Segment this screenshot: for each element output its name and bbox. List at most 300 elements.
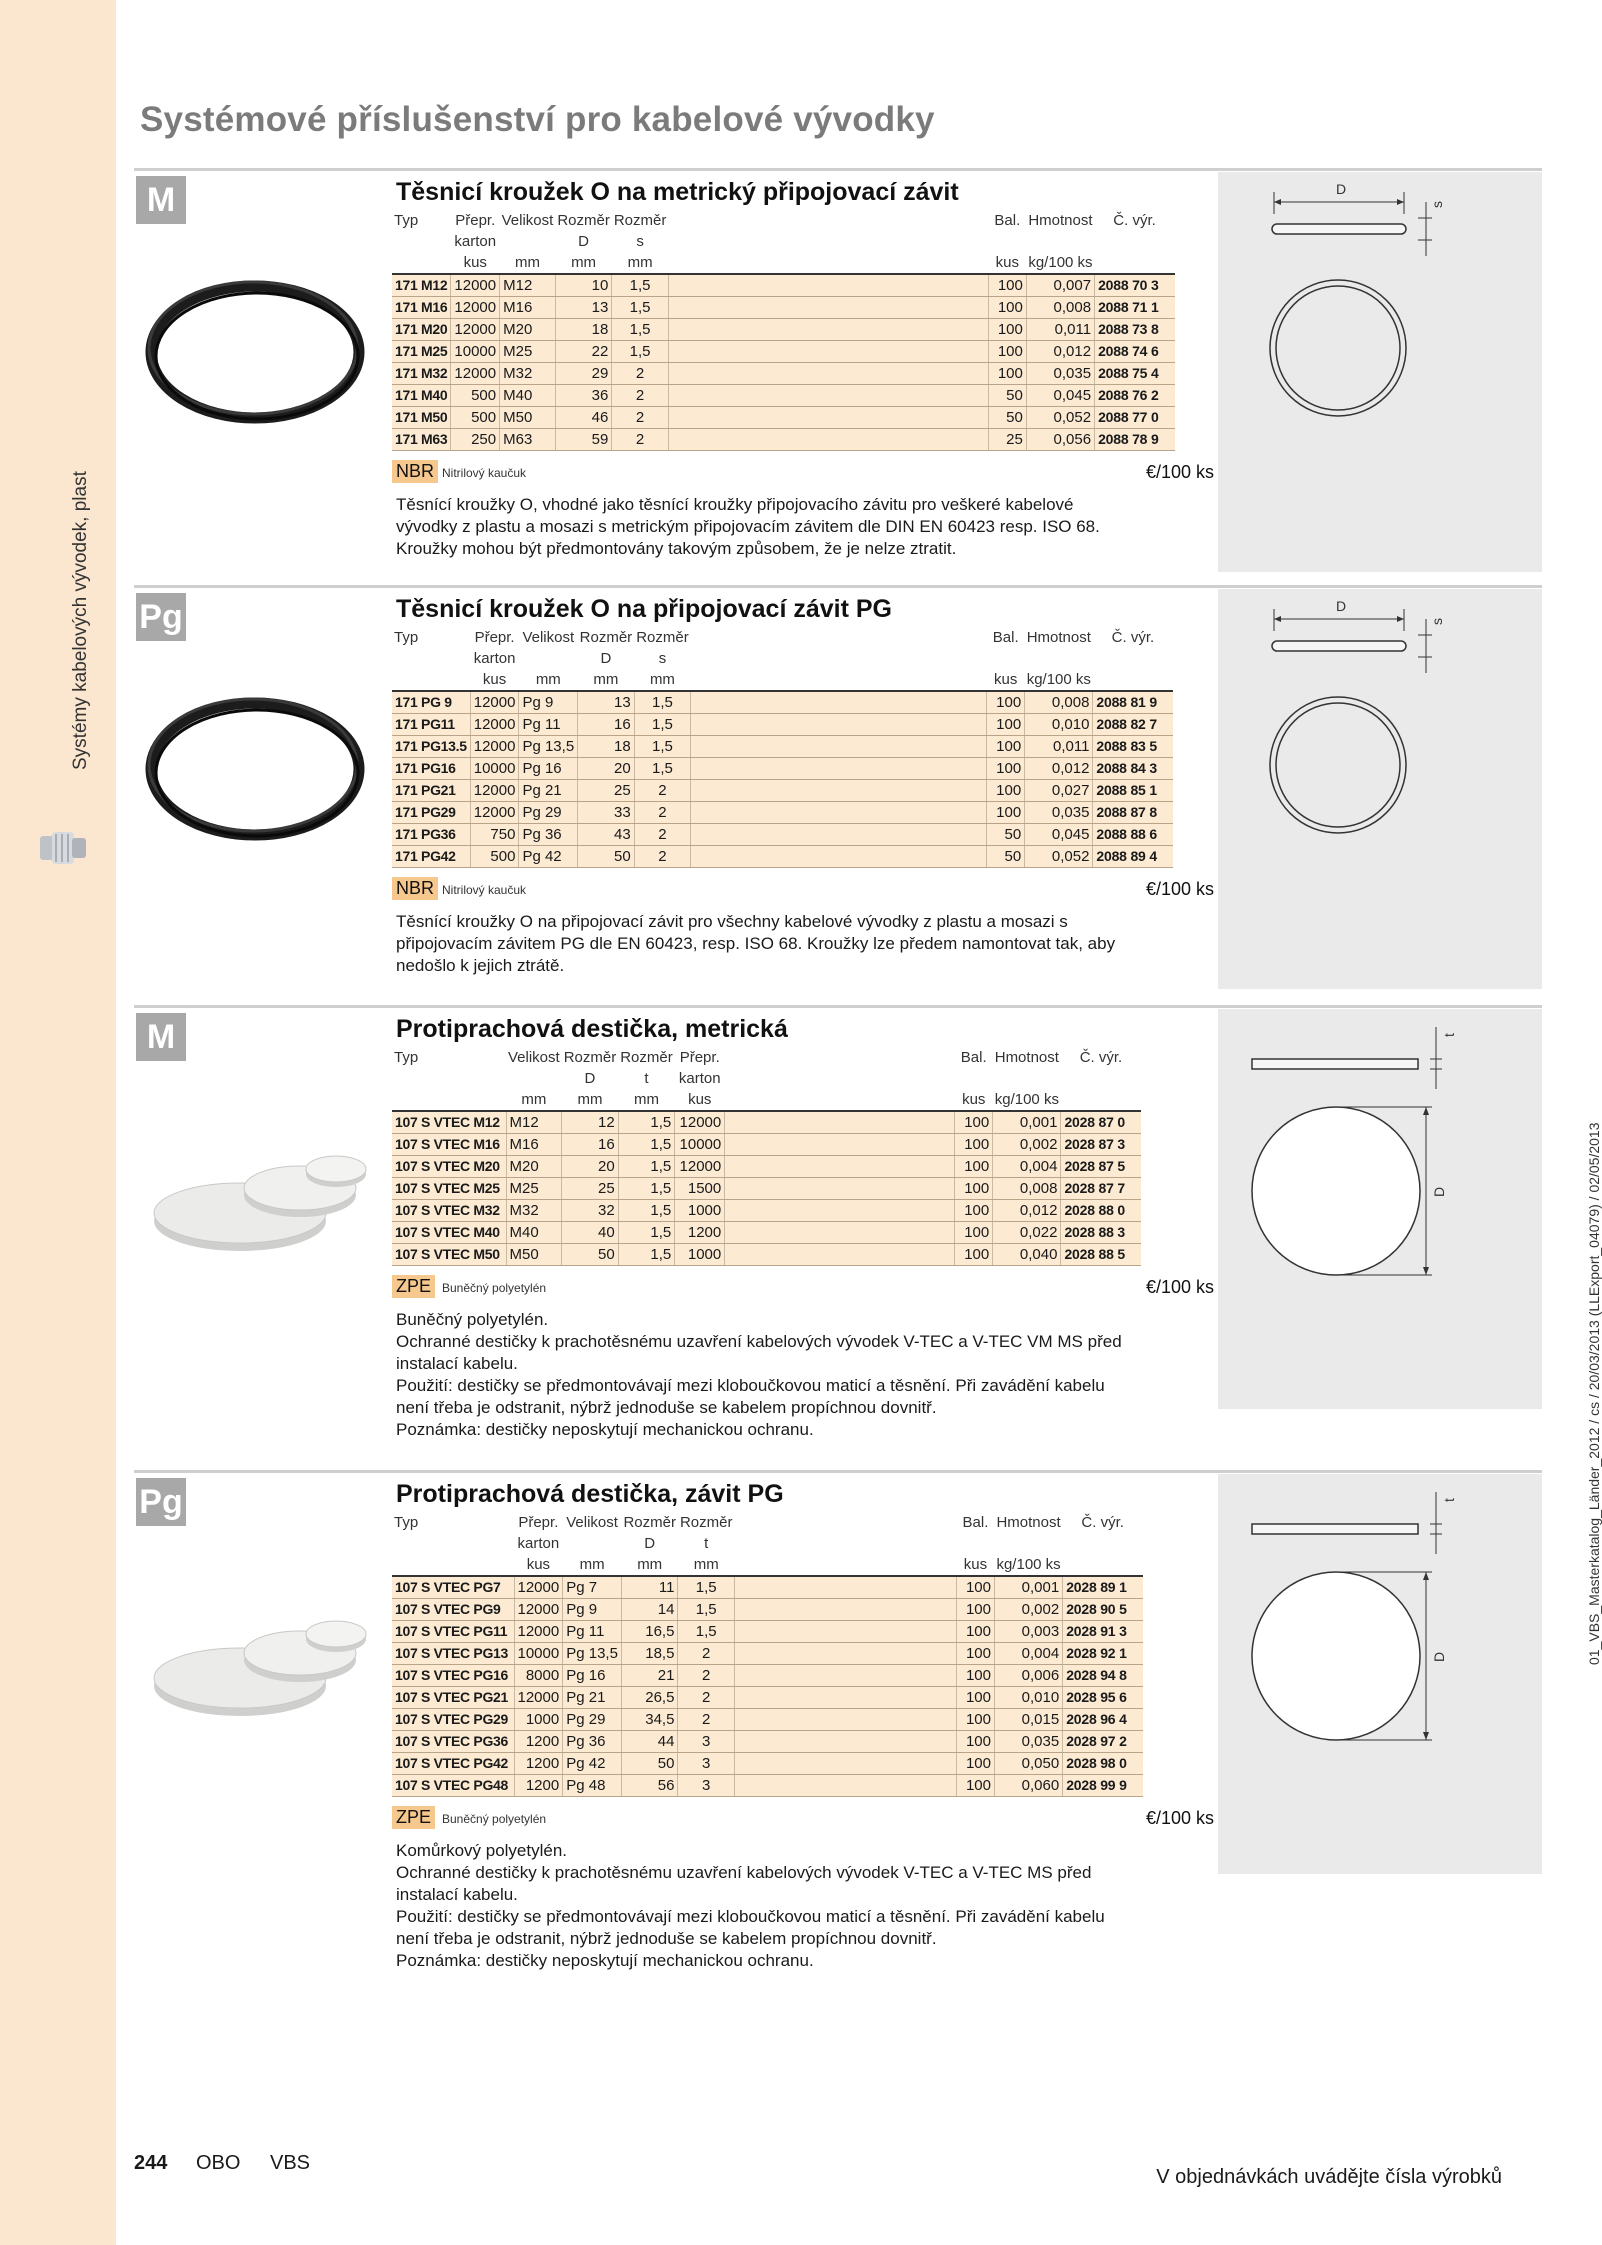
column-header: Hmotnost: [1026, 629, 1091, 646]
table-cell: 2028 88 3: [1061, 1221, 1141, 1243]
table-row: [392, 1598, 1143, 1620]
column-header-line2: [987, 650, 1025, 671]
table-cell: 0,040: [993, 1243, 1061, 1265]
table-cell: 171 M63: [392, 428, 451, 450]
table-cell: 107 S VTEC PG7: [392, 1576, 514, 1598]
footer-brand: OBO: [196, 2152, 241, 2174]
table-cell: 2088 83 5: [1093, 735, 1173, 757]
table-cell: Pg 7: [563, 1576, 622, 1598]
table-cell: 100: [956, 1730, 994, 1752]
table-cell: 100: [988, 274, 1026, 296]
column-header: Rozměr: [620, 1049, 673, 1066]
table-row: [392, 713, 1173, 735]
table-cell: 100: [955, 1155, 993, 1177]
column-header-line2: [691, 650, 987, 671]
column-header-line2: D: [644, 1535, 656, 1552]
table-cell: 2028 95 6: [1063, 1686, 1143, 1708]
disc-dimension-drawing: [1218, 1009, 1542, 1409]
table-cell: Pg 13,5: [563, 1642, 622, 1664]
table-cell: 14: [621, 1598, 678, 1620]
column-header: Č. výr.: [1111, 629, 1155, 646]
table-cell: 50: [987, 823, 1025, 845]
table-row: [392, 1177, 1141, 1199]
table-cell: 500: [451, 384, 500, 406]
table-cell: 0,012: [1026, 340, 1094, 362]
table-cell: 171 M20: [392, 318, 451, 340]
table-cell: 100: [987, 779, 1025, 801]
table-cell: 100: [987, 757, 1025, 779]
column-header-line2: [988, 233, 1026, 254]
table-cell: 2: [678, 1642, 735, 1664]
table-cell: 107 S VTEC M25: [392, 1177, 506, 1199]
table-cell: Pg 9: [563, 1598, 622, 1620]
table-row: [392, 428, 1175, 450]
column-header-line2: [955, 1070, 993, 1091]
table-cell: 0,001: [994, 1576, 1062, 1598]
column-header: Velikost: [508, 1049, 560, 1066]
table-cell: M12: [506, 1111, 562, 1133]
product-section: [134, 1005, 1542, 1439]
table-cell: Pg 36: [563, 1730, 622, 1752]
table-cell: 100: [956, 1708, 994, 1730]
table-cell: 1200: [514, 1774, 563, 1796]
table-cell: 2: [612, 362, 669, 384]
table-cell: 0,022: [993, 1221, 1061, 1243]
table-cell: 29: [555, 362, 612, 384]
table-cell: Pg 13,5: [519, 735, 578, 757]
dim-s-label: s: [1429, 618, 1445, 625]
column-unit: kus: [988, 254, 1026, 274]
column-unit: [392, 1556, 514, 1576]
column-header: Č. výr.: [1079, 1049, 1123, 1066]
table-cell: 2: [678, 1686, 735, 1708]
section-divider: [134, 585, 1542, 588]
description-line: Použití: destičky se předmontovávají mezi kloboučkovou maticí a těsnění. Při zavádění kabelu: [396, 1376, 1105, 1395]
column-header: Rozměr: [679, 1514, 733, 1531]
table-row: [392, 1730, 1143, 1752]
column-header: Hmotnost: [994, 1049, 1059, 1066]
table-cell: [734, 1730, 956, 1752]
column-header: Typ: [394, 1514, 419, 1531]
table-cell: [691, 735, 987, 757]
table-row: [392, 823, 1173, 845]
table-cell: 44: [621, 1730, 678, 1752]
table-cell: 2028 89 1: [1063, 1576, 1143, 1598]
page-number: 244: [134, 2152, 168, 2174]
table-cell: 100: [988, 296, 1026, 318]
material-code-badge: NBR: [392, 460, 438, 483]
product-description: [396, 494, 1216, 560]
table-cell: 107 S VTEC PG16: [392, 1664, 514, 1686]
table-cell: 33: [578, 801, 635, 823]
table-cell: 100: [987, 713, 1025, 735]
section-title: Těsnicí kroužek O na připojovací závit PG: [396, 595, 892, 623]
column-header: Velikost: [522, 629, 575, 646]
table-cell: 0,008: [1026, 296, 1094, 318]
product-section: [134, 1470, 1542, 1970]
product-description: [396, 1309, 1216, 1441]
table-cell: 2028 87 0: [1061, 1111, 1141, 1133]
column-header: Přepr.: [455, 212, 496, 229]
table-cell: 2088 75 4: [1095, 362, 1175, 384]
table-cell: [734, 1576, 956, 1598]
table-cell: 2028 87 5: [1061, 1155, 1141, 1177]
table-cell: 18,5: [621, 1642, 678, 1664]
table-cell: 1,5: [618, 1221, 675, 1243]
table-cell: 2028 98 0: [1063, 1752, 1143, 1774]
column-header-line2: [1025, 650, 1093, 671]
table-cell: 25: [578, 779, 635, 801]
column-header-line2: [1095, 233, 1175, 254]
table-cell: 100: [955, 1133, 993, 1155]
table-row: [392, 1576, 1143, 1598]
table-cell: 107 S VTEC M50: [392, 1243, 506, 1265]
column-unit: kus: [955, 1091, 993, 1111]
table-row: [392, 1111, 1141, 1133]
table-cell: 2: [634, 801, 691, 823]
table-cell: 8000: [514, 1664, 563, 1686]
table-cell: 107 S VTEC M40: [392, 1221, 506, 1243]
description-line: nedošlo k jejich ztrátě.: [396, 956, 565, 975]
column-header: Rozměr: [613, 212, 667, 229]
catalog-export-label: 01_VBS_Masterkatalog_Länder_2012 / cs / 20/03/2013 (LLExport_04079) / 02/05/2013: [1586, 1122, 1602, 1665]
table-cell: 100: [956, 1598, 994, 1620]
table-cell: 0,035: [1026, 362, 1094, 384]
table-cell: 2088 73 8: [1095, 318, 1175, 340]
table-cell: M32: [500, 362, 556, 384]
column-header: Hmotnost: [996, 1514, 1061, 1531]
table-cell: 40: [562, 1221, 619, 1243]
column-header-line2: [1093, 650, 1173, 671]
table-cell: 50: [562, 1243, 619, 1265]
thread-type-badge: Pg: [136, 593, 186, 641]
material-row: [392, 1806, 1216, 1832]
description-line: není třeba je odstranit, nýbrž jednoduše se kabelem propíchnou dovnitř.: [396, 1929, 937, 1948]
column-header-line2: [725, 1070, 955, 1091]
table-cell: M12: [500, 274, 556, 296]
o-ring-dimension-drawing: [1218, 172, 1542, 572]
table-cell: 20: [578, 757, 635, 779]
column-header: [725, 1049, 955, 1070]
table-cell: Pg 21: [563, 1686, 622, 1708]
table-cell: 107 S VTEC PG42: [392, 1752, 514, 1774]
column-unit: kus: [956, 1556, 994, 1576]
description-line: Poznámka: destičky neposkytují mechanickou ochranu.: [396, 1420, 814, 1439]
thread-type-badge: Pg: [136, 1478, 186, 1526]
table-cell: Pg 48: [563, 1774, 622, 1796]
table-row: [392, 845, 1173, 867]
table-cell: 1,5: [678, 1620, 735, 1642]
column-header-line2: karton: [517, 1535, 560, 1552]
table-cell: M63: [500, 428, 556, 450]
table-cell: 171 PG 9: [392, 691, 470, 713]
table-cell: 171 PG13.5: [392, 735, 470, 757]
table-cell: 1,5: [618, 1199, 675, 1221]
material-name: Nitrilový kaučuk: [442, 466, 527, 480]
column-header: [691, 629, 987, 650]
table-cell: 100: [955, 1199, 993, 1221]
table-cell: 0,007: [1026, 274, 1094, 296]
table-cell: 50: [621, 1752, 678, 1774]
table-cell: 1,5: [634, 691, 691, 713]
price-unit: €/100 ks: [1145, 1808, 1214, 1828]
table-cell: [725, 1199, 955, 1221]
table-cell: 18: [578, 735, 635, 757]
column-unit: mm: [634, 671, 691, 691]
table-row: [392, 1752, 1143, 1774]
table-cell: 171 M50: [392, 406, 451, 428]
thread-type-badge: M: [136, 1013, 186, 1061]
table-row: [392, 340, 1175, 362]
column-unit: [1061, 1091, 1141, 1111]
column-header: Bal.: [994, 212, 1021, 229]
table-cell: 100: [987, 801, 1025, 823]
material-code-badge: ZPE: [392, 1275, 435, 1298]
material-code-badge: NBR: [392, 877, 438, 900]
table-cell: [725, 1133, 955, 1155]
table-cell: 16: [562, 1133, 619, 1155]
table-cell: 0,012: [1025, 757, 1093, 779]
table-row: [392, 779, 1173, 801]
table-cell: 1,5: [612, 296, 669, 318]
description-line: instalací kabelu.: [396, 1885, 518, 1904]
table-cell: 2028 91 3: [1063, 1620, 1143, 1642]
table-cell: [691, 713, 987, 735]
table-cell: 3: [678, 1752, 735, 1774]
column-unit: kus: [514, 1556, 563, 1576]
table-row: [392, 1243, 1141, 1265]
table-cell: [734, 1620, 956, 1642]
table-cell: 2088 82 7: [1093, 713, 1173, 735]
table-cell: 2088 70 3: [1095, 274, 1175, 296]
column-header: Hmotnost: [1028, 212, 1093, 229]
table-cell: 36: [555, 384, 612, 406]
table-cell: 0,027: [1025, 779, 1093, 801]
table-cell: [725, 1221, 955, 1243]
table-cell: Pg 42: [519, 845, 578, 867]
table-cell: 750: [470, 823, 519, 845]
dim-d-label: D: [1336, 181, 1347, 197]
table-cell: 100: [988, 318, 1026, 340]
table-cell: 2028 92 1: [1063, 1642, 1143, 1664]
table-cell: 56: [621, 1774, 678, 1796]
table-cell: 12000: [470, 801, 519, 823]
table-cell: Pg 42: [563, 1752, 622, 1774]
table-row: [392, 296, 1175, 318]
dim-t-label: t: [1441, 1033, 1457, 1037]
table-cell: 1,5: [678, 1598, 735, 1620]
table-cell: 2028 97 2: [1063, 1730, 1143, 1752]
table-cell: 32: [562, 1199, 619, 1221]
table-row: [392, 318, 1175, 340]
column-unit: kus: [675, 1091, 725, 1111]
table-cell: 2028 94 8: [1063, 1664, 1143, 1686]
table-cell: 3: [678, 1774, 735, 1796]
table-cell: 1,5: [612, 318, 669, 340]
table-cell: 2088 78 9: [1095, 428, 1175, 450]
table-row: [392, 1155, 1141, 1177]
table-row: [392, 1133, 1141, 1155]
table-cell: Pg 9: [519, 691, 578, 713]
column-unit: mm: [678, 1556, 735, 1576]
o-ring-photo: [140, 651, 370, 881]
table-row: [392, 757, 1173, 779]
table-cell: [734, 1664, 956, 1686]
table-row: [392, 1708, 1143, 1730]
table-cell: 171 PG16: [392, 757, 470, 779]
section-divider: [134, 1470, 1542, 1473]
column-header-line2: s: [658, 650, 667, 667]
table-cell: 12000: [470, 735, 519, 757]
table-cell: 59: [555, 428, 612, 450]
section-title: Protiprachová destička, závit PG: [396, 1480, 784, 1508]
table-cell: 0,056: [1026, 428, 1094, 450]
table-cell: [734, 1708, 956, 1730]
column-header: Rozměr: [563, 1049, 617, 1066]
material-name: Buněčný polyetylén: [442, 1281, 547, 1295]
table-cell: 107 S VTEC PG9: [392, 1598, 514, 1620]
description-line: připojovacím závitem PG dle EN 60423, resp. ISO 68. Kroužky lze předem namontovat tak, aby: [396, 934, 1116, 953]
table-cell: 0,015: [994, 1708, 1062, 1730]
column-unit: [725, 1091, 955, 1111]
table-cell: 2028 88 0: [1061, 1199, 1141, 1221]
column-unit: kg/100 ks: [1025, 671, 1093, 691]
table-cell: 0,045: [1025, 823, 1093, 845]
table-cell: 2088 81 9: [1093, 691, 1173, 713]
table-cell: [734, 1752, 956, 1774]
price-unit: €/100 ks: [1145, 1277, 1214, 1297]
table-cell: 0,010: [994, 1686, 1062, 1708]
footer-order-note: V objednávkách uvádějte čísla výrobků: [1156, 2166, 1502, 2188]
table-cell: [734, 1686, 956, 1708]
dim-d-label: D: [1336, 598, 1347, 614]
dim-d-label: D: [1431, 1186, 1447, 1197]
column-header-line2: karton: [454, 233, 497, 250]
product-spec-table: [392, 1514, 1143, 1797]
column-header: [668, 212, 988, 233]
column-unit: kus: [987, 671, 1025, 691]
table-cell: 100: [987, 691, 1025, 713]
table-cell: 10: [555, 274, 612, 296]
table-row: [392, 1774, 1143, 1796]
table-cell: 0,004: [994, 1642, 1062, 1664]
column-unit: [1095, 254, 1175, 274]
product-description: [396, 911, 1216, 977]
table-row: [392, 735, 1173, 757]
column-header-line2: [506, 1070, 562, 1091]
column-unit: kus: [451, 254, 500, 274]
table-cell: [668, 340, 988, 362]
column-header: Velikost: [566, 1514, 618, 1531]
column-header-line2: karton: [473, 650, 516, 667]
table-row: [392, 691, 1173, 713]
table-cell: 1000: [514, 1708, 563, 1730]
table-cell: Pg 16: [519, 757, 578, 779]
table-cell: 171 M40: [392, 384, 451, 406]
dimension-drawing-panel: [1218, 1474, 1542, 1874]
section-divider: [134, 1005, 1542, 1008]
column-unit: [392, 671, 470, 691]
product-spec-table: [392, 212, 1175, 451]
table-row: [392, 384, 1175, 406]
table-cell: 100: [956, 1576, 994, 1598]
table-cell: 12000: [514, 1620, 563, 1642]
table-cell: M40: [506, 1221, 562, 1243]
material-row: [392, 1275, 1216, 1301]
table-cell: 50: [987, 845, 1025, 867]
table-cell: 25: [988, 428, 1026, 450]
table-cell: 0,008: [1025, 691, 1093, 713]
table-cell: M16: [506, 1133, 562, 1155]
table-cell: 50: [988, 406, 1026, 428]
table-cell: 107 S VTEC M16: [392, 1133, 506, 1155]
table-cell: 0,052: [1025, 845, 1093, 867]
column-header-line2: t: [704, 1535, 709, 1552]
material-name: Buněčný polyetylén: [442, 1812, 547, 1826]
section-title: Těsnicí kroužek O na metrický připojovací závit: [396, 178, 959, 206]
table-cell: 26,5: [621, 1686, 678, 1708]
table-cell: 1,5: [618, 1133, 675, 1155]
table-cell: 1200: [514, 1730, 563, 1752]
table-cell: 171 M16: [392, 296, 451, 318]
column-unit: mm: [562, 1091, 619, 1111]
table-cell: 1500: [675, 1177, 725, 1199]
column-header-line2: [563, 1535, 622, 1556]
table-cell: 2028 96 4: [1063, 1708, 1143, 1730]
table-cell: [668, 296, 988, 318]
column-header: Přepr.: [679, 1049, 720, 1066]
table-cell: 171 PG42: [392, 845, 470, 867]
table-row: [392, 1664, 1143, 1686]
column-unit: mm: [578, 671, 635, 691]
table-cell: 25: [562, 1177, 619, 1199]
column-header: Rozměr: [636, 629, 689, 646]
dim-d-label: D: [1431, 1651, 1447, 1662]
table-cell: 0,012: [993, 1199, 1061, 1221]
column-unit: kg/100 ks: [994, 1556, 1062, 1576]
table-cell: Pg 36: [519, 823, 578, 845]
table-cell: [691, 845, 987, 867]
column-unit: mm: [555, 254, 612, 274]
column-header-line2: [1063, 1535, 1143, 1556]
table-cell: 1,5: [634, 735, 691, 757]
column-unit: [734, 1556, 956, 1576]
column-header: Bal.: [960, 1049, 987, 1066]
description-line: Poznámka: destičky neposkytují mechanickou ochranu.: [396, 1951, 814, 1970]
table-cell: [734, 1642, 956, 1664]
o-ring-dimension-drawing: [1218, 589, 1542, 989]
table-row: [392, 362, 1175, 384]
table-cell: 0,045: [1026, 384, 1094, 406]
dust-disc-photo: [140, 1071, 370, 1301]
table-row: [392, 406, 1175, 428]
table-cell: 0,035: [1025, 801, 1093, 823]
table-cell: 250: [451, 428, 500, 450]
column-header: Č. výr.: [1081, 1514, 1124, 1531]
table-cell: 0,011: [1025, 735, 1093, 757]
column-unit: [392, 1091, 506, 1111]
table-cell: 12000: [514, 1576, 563, 1598]
column-unit: mm: [519, 671, 578, 691]
description-line: Těsnící kroužky O na připojovací závit pro všechny kabelové vývodky z plastu a mosazi s: [396, 912, 1068, 931]
table-cell: 100: [955, 1243, 993, 1265]
column-header-line2: t: [644, 1070, 649, 1087]
table-cell: 107 S VTEC M20: [392, 1155, 506, 1177]
section-title: Protiprachová destička, metrická: [396, 1015, 788, 1043]
material-name: Nitrilový kaučuk: [442, 883, 527, 897]
table-cell: M25: [506, 1177, 562, 1199]
table-cell: 2088 85 1: [1093, 779, 1173, 801]
